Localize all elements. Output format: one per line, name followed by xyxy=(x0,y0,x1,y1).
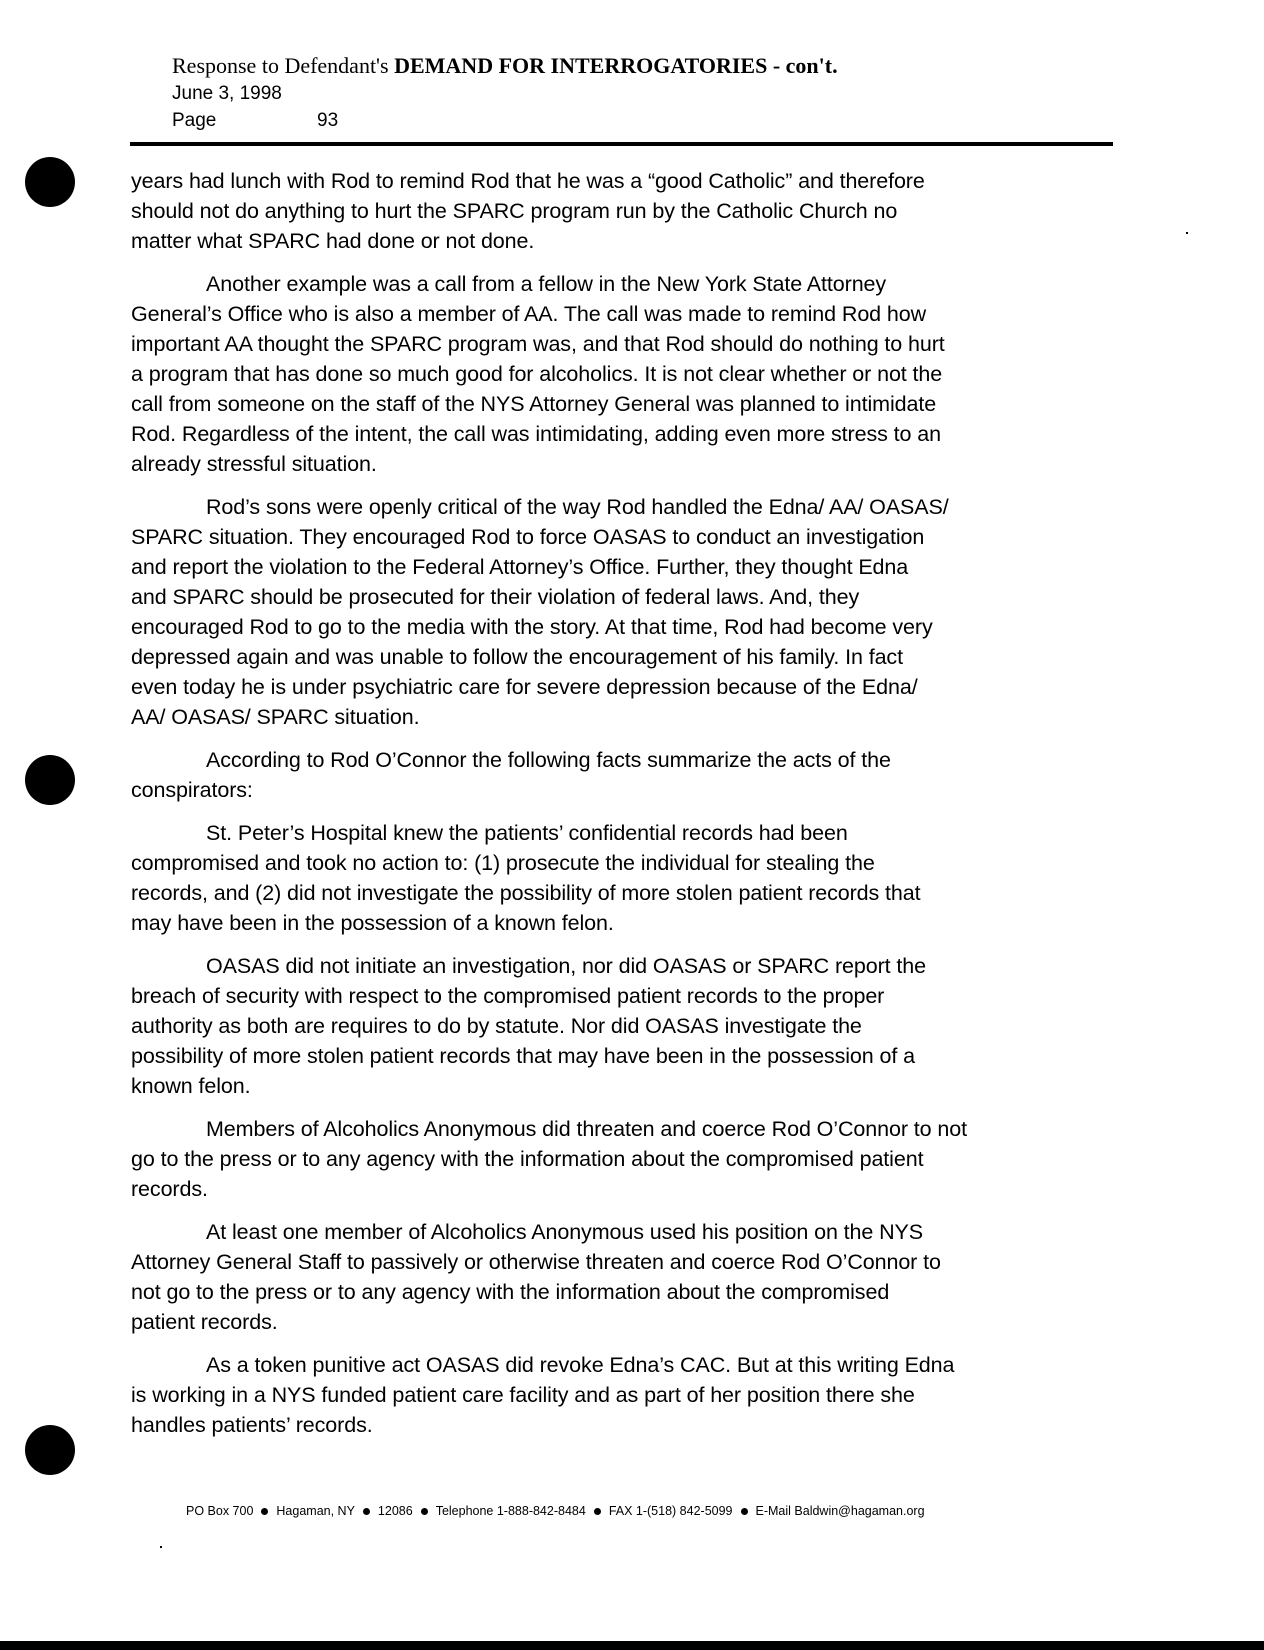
text-line: patient records. xyxy=(131,1310,278,1334)
text-line: and report the violation to the Federal Attorney’s Office. Further, they thought Edna xyxy=(131,555,909,579)
bullet-icon xyxy=(261,1508,268,1515)
text-line: As a token punitive act OASAS did revoke Edna’s CAC. But at this writing Edna xyxy=(206,1353,955,1377)
text-line: Rod’s sons were openly critical of the way Rod handled the Edna/ AA/ OASAS/ xyxy=(206,495,949,519)
text-line: and SPARC should be prosecuted for their violation of federal laws. And, they xyxy=(131,585,860,609)
text-line: conspirators: xyxy=(131,778,253,802)
text-line: According to Rod O’Connor the following facts summarize the acts of the xyxy=(206,748,891,772)
page-indicator xyxy=(172,107,1112,134)
text-line: years had lunch with Rod to remind Rod that he was a “good Catholic” and therefore xyxy=(131,169,925,193)
text-line: important AA thought the SPARC program was, and that Rod should do nothing to hurt xyxy=(131,332,945,356)
document-title xyxy=(172,52,1112,80)
footer-item: Telephone 1-888-842-8484 xyxy=(435,1504,586,1518)
hole-punch-icon xyxy=(25,755,75,805)
footer-item: E-Mail Baldwin@hagaman.org xyxy=(755,1504,925,1518)
text-line: OASAS did not initiate an investigation, nor did OASAS or SPARC report the xyxy=(206,954,926,978)
text-line: possibility of more stolen patient records that may have been in the possession of a xyxy=(131,1044,915,1068)
page-header xyxy=(172,52,1112,134)
scan-speck xyxy=(160,1546,162,1548)
title-prefix: Response to Defendant's xyxy=(172,53,395,78)
scan-speck xyxy=(1186,232,1188,234)
hole-punch-icon xyxy=(25,1425,75,1475)
text-line: authority as both are requires to do by statute. Nor did OASAS investigate the xyxy=(131,1014,862,1038)
body-paragraph xyxy=(131,1350,1116,1440)
text-line: even today he is under psychiatric care for severe depression because of the Edna/ xyxy=(131,675,918,699)
footer-item: FAX 1-(518) 842-5099 xyxy=(608,1504,733,1518)
header-rule xyxy=(130,142,1113,146)
text-line: matter what SPARC had done or not done. xyxy=(131,229,535,253)
body-paragraph xyxy=(131,818,1116,938)
text-line: breach of security with respect to the compromised patient records to the proper xyxy=(131,984,885,1008)
text-line: records, and (2) did not investigate the possibility of more stolen patient records that xyxy=(131,881,921,905)
text-line: encouraged Rod to go to the media with the story. At that time, Rod had become very xyxy=(131,615,933,639)
bullet-icon xyxy=(594,1508,601,1515)
text-line: may have been in the possession of a known felon. xyxy=(131,911,614,935)
body-paragraph xyxy=(131,269,1116,479)
document-date: June 3, 1998 xyxy=(172,83,282,104)
body-paragraph xyxy=(131,166,1116,256)
text-line: General’s Office who is also a member of AA. The call was made to remind Rod how xyxy=(131,302,927,326)
text-line: Rod. Regardless of the intent, the call was intimidating, adding even more stress to an xyxy=(131,422,941,446)
text-line: should not do anything to hurt the SPARC program run by the Catholic Church no xyxy=(131,199,898,223)
bullet-icon xyxy=(421,1508,428,1515)
text-line: AA/ OASAS/ SPARC situation. xyxy=(131,705,420,729)
bullet-icon xyxy=(363,1508,370,1515)
text-line: depressed again and was unable to follow the encouragement of his family. In fact xyxy=(131,645,903,669)
text-line: already stressful situation. xyxy=(131,452,377,476)
page-number: 93 xyxy=(317,110,339,131)
text-line: Another example was a call from a fellow in the New York State Attorney xyxy=(206,272,887,296)
text-line: At least one member of Alcoholics Anonymous used his position on the NYS xyxy=(206,1220,924,1244)
text-line: Attorney General Staff to passively or otherwise threaten and coerce Rod O’Connor to xyxy=(131,1250,941,1274)
page-footer xyxy=(186,1502,1086,1520)
text-line: known felon. xyxy=(131,1074,251,1098)
text-line: records. xyxy=(131,1177,208,1201)
footer-item: Hagaman, NY xyxy=(276,1504,355,1518)
body-paragraph xyxy=(131,1114,1116,1204)
text-line: not go to the press or to any agency with the information about the compromised xyxy=(131,1280,890,1304)
text-line: Members of Alcoholics Anonymous did threaten and coerce Rod O’Connor to not xyxy=(206,1117,967,1141)
text-line: call from someone on the staff of the NYS Attorney General was planned to intimidate xyxy=(131,392,937,416)
text-line: handles patients’ records. xyxy=(131,1413,373,1437)
text-line: St. Peter’s Hospital knew the patients’ confidential records had been xyxy=(206,821,848,845)
text-line: go to the press or to any agency with the information about the compromised patient xyxy=(131,1147,924,1171)
text-line: a program that has done so much good for alcoholics. It is not clear whether or not the xyxy=(131,362,943,386)
hole-punch-icon xyxy=(25,157,75,207)
scan-edge-bar xyxy=(0,1641,1264,1650)
footer-item: 12086 xyxy=(377,1504,413,1518)
text-line: SPARC situation. They encouraged Rod to force OASAS to conduct an investigation xyxy=(131,525,925,549)
body-paragraph xyxy=(131,951,1116,1101)
footer-item: PO Box 700 xyxy=(186,1504,254,1518)
body-paragraph xyxy=(131,745,1116,805)
title-bold: DEMAND FOR INTERROGATORIES - con't. xyxy=(394,53,838,78)
page-label: Page xyxy=(172,110,217,131)
text-line: compromised and took no action to: (1) prosecute the individual for stealing the xyxy=(131,851,875,875)
bullet-icon xyxy=(741,1508,748,1515)
document-body xyxy=(131,166,1116,1453)
body-paragraph xyxy=(131,492,1116,732)
text-line: is working in a NYS funded patient care facility and as part of her position there she xyxy=(131,1383,915,1407)
body-paragraph xyxy=(131,1217,1116,1337)
